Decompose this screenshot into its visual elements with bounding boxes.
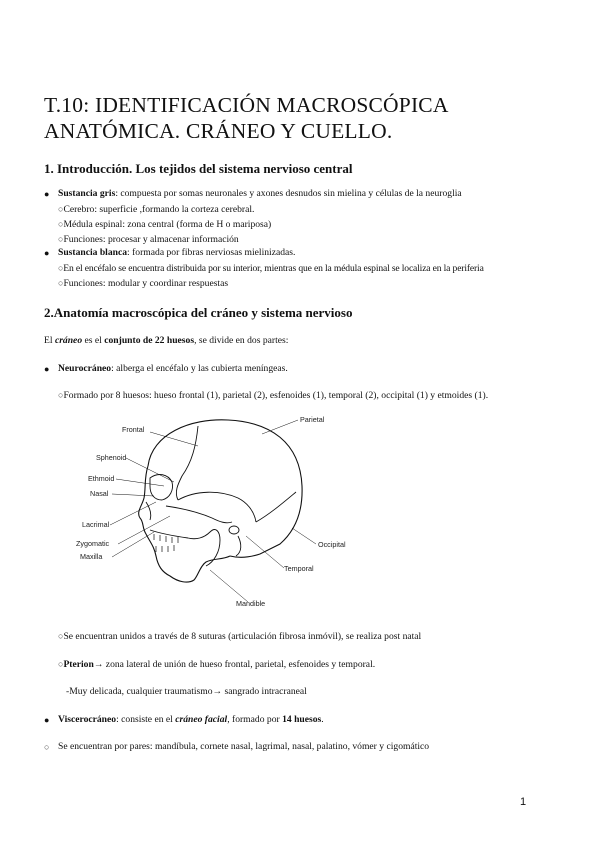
blanca-sub-2: ○Funciones: modular y coordinar respuestas <box>58 278 229 289</box>
section-2-heading: 2.Anatomía macroscópica del cráneo y sistema nervioso <box>44 305 353 320</box>
teeth-upper <box>154 534 178 543</box>
viscerocraneo-paragraph: Viscerocráneo: consiste en el cráneo facial, formado por 14 huesos. <box>58 714 324 725</box>
mandible-outline <box>188 530 220 566</box>
gris-label: Sustancia gris <box>58 188 116 199</box>
circle-icon: ○ <box>58 204 64 214</box>
gris-sub-3: ○Funciones: procesar y almacenar información <box>58 234 239 245</box>
neurocraneo-sub: ○Formado por 8 huesos: hueso frontal (1), parietal (2), esfenoides (1), temporal (2), occipital (1) y etmoides (1). <box>58 390 489 401</box>
bullet-icon: ● <box>44 248 50 258</box>
cranium-outline <box>148 420 302 557</box>
face-outline <box>139 466 230 582</box>
document-title <box>44 92 564 144</box>
circle-icon: ○ <box>58 659 64 669</box>
label-maxilla: Maxilla <box>80 552 103 561</box>
mastoid <box>236 536 241 556</box>
bullet-icon: ● <box>44 189 50 199</box>
label-parietal: Parietal <box>300 415 325 424</box>
title-line-2: ANATÓMICA. CRÁNEO Y CUELLO. <box>44 119 393 143</box>
skull-diagram <box>70 406 350 612</box>
blanca-text: : formada por fibras nerviosas mielinizadas. <box>127 247 296 258</box>
label-ethmoid: Ethmoid <box>88 474 115 483</box>
circle-icon: ○ <box>58 278 64 288</box>
circle-icon: ○ <box>44 742 50 752</box>
maxilla-line <box>150 530 188 538</box>
teeth-lower <box>156 545 174 552</box>
label-temporal: Temporal <box>284 564 314 573</box>
label-sphenoid: Sphenoid <box>96 453 127 462</box>
circle-icon: ○ <box>58 234 64 244</box>
gris-paragraph <box>58 188 462 200</box>
label-frontal: Frontal <box>122 425 145 434</box>
circle-icon: ○ <box>58 219 64 229</box>
label-mandible: Mandible <box>236 599 266 608</box>
pterion-line: ○Pterion→ zona lateral de unión de hueso frontal, parietal, esfenoides y temporal. <box>58 659 376 670</box>
label-lacrimal: Lacrimal <box>82 520 110 529</box>
page-number: 1 <box>520 796 527 808</box>
blanca-paragraph <box>58 247 295 259</box>
bullet-icon: ● <box>44 364 50 374</box>
section-1-heading: 1. Introducción. Los tejidos del sistema nervioso central <box>44 161 353 176</box>
title-line-1: T.10: IDENTIFICACIÓN MACROSCÓPICA <box>44 93 449 117</box>
coronal-suture <box>176 426 198 500</box>
suturas-line: ○Se encuentran unidos a través de 8 suturas (articulación fibrosa inmóvil), se realiza post natal <box>58 631 422 642</box>
craneo-intro: El cráneo es el conjunto de 22 huesos, se divide en dos partes: <box>44 335 289 346</box>
label-occipital: Occipital <box>318 540 346 549</box>
pares-line: Se encuentran por pares: mandíbula, cornete nasal, lagrimal, nasal, palatino, vómer y cigomático <box>58 741 430 752</box>
circle-icon: ○ <box>58 263 64 273</box>
neuro-label: Neurocráneo <box>58 363 112 374</box>
squamous-suture <box>178 492 256 522</box>
circle-icon: ○ <box>58 390 64 400</box>
blanca-label: Sustancia blanca <box>58 247 128 258</box>
gris-text: : compuesta por somas neuronales y axones desnudos sin mielina y células de la neuroglia <box>115 188 462 199</box>
label-zygomatic: Zygomatic <box>76 539 110 548</box>
pterion-note: -Muy delicada, cualquier traumatismo→ sangrado intracraneal <box>66 686 307 697</box>
neurocraneo-paragraph: Neurocráneo: alberga el encéfalo y las cubierta meníngeas. <box>58 363 288 374</box>
blanca-sub-1: ○En el encéfalo se encuentra distribuida por su interior, mientras que en la médula espinal se localiza en la periferia <box>58 263 484 274</box>
gris-sub-1: ○Cerebro: superficie ,formando la corteza cerebral. <box>58 204 255 215</box>
gris-sub-2: ○Médula espinal: zona central (forma de H o mariposa) <box>58 219 272 230</box>
bullet-icon: ● <box>44 715 50 725</box>
ear-canal <box>229 526 239 534</box>
zygomatic-arch <box>166 506 232 523</box>
circle-icon: ○ <box>58 631 64 641</box>
lambdoid-suture <box>256 492 296 522</box>
label-nasal: Nasal <box>90 489 109 498</box>
